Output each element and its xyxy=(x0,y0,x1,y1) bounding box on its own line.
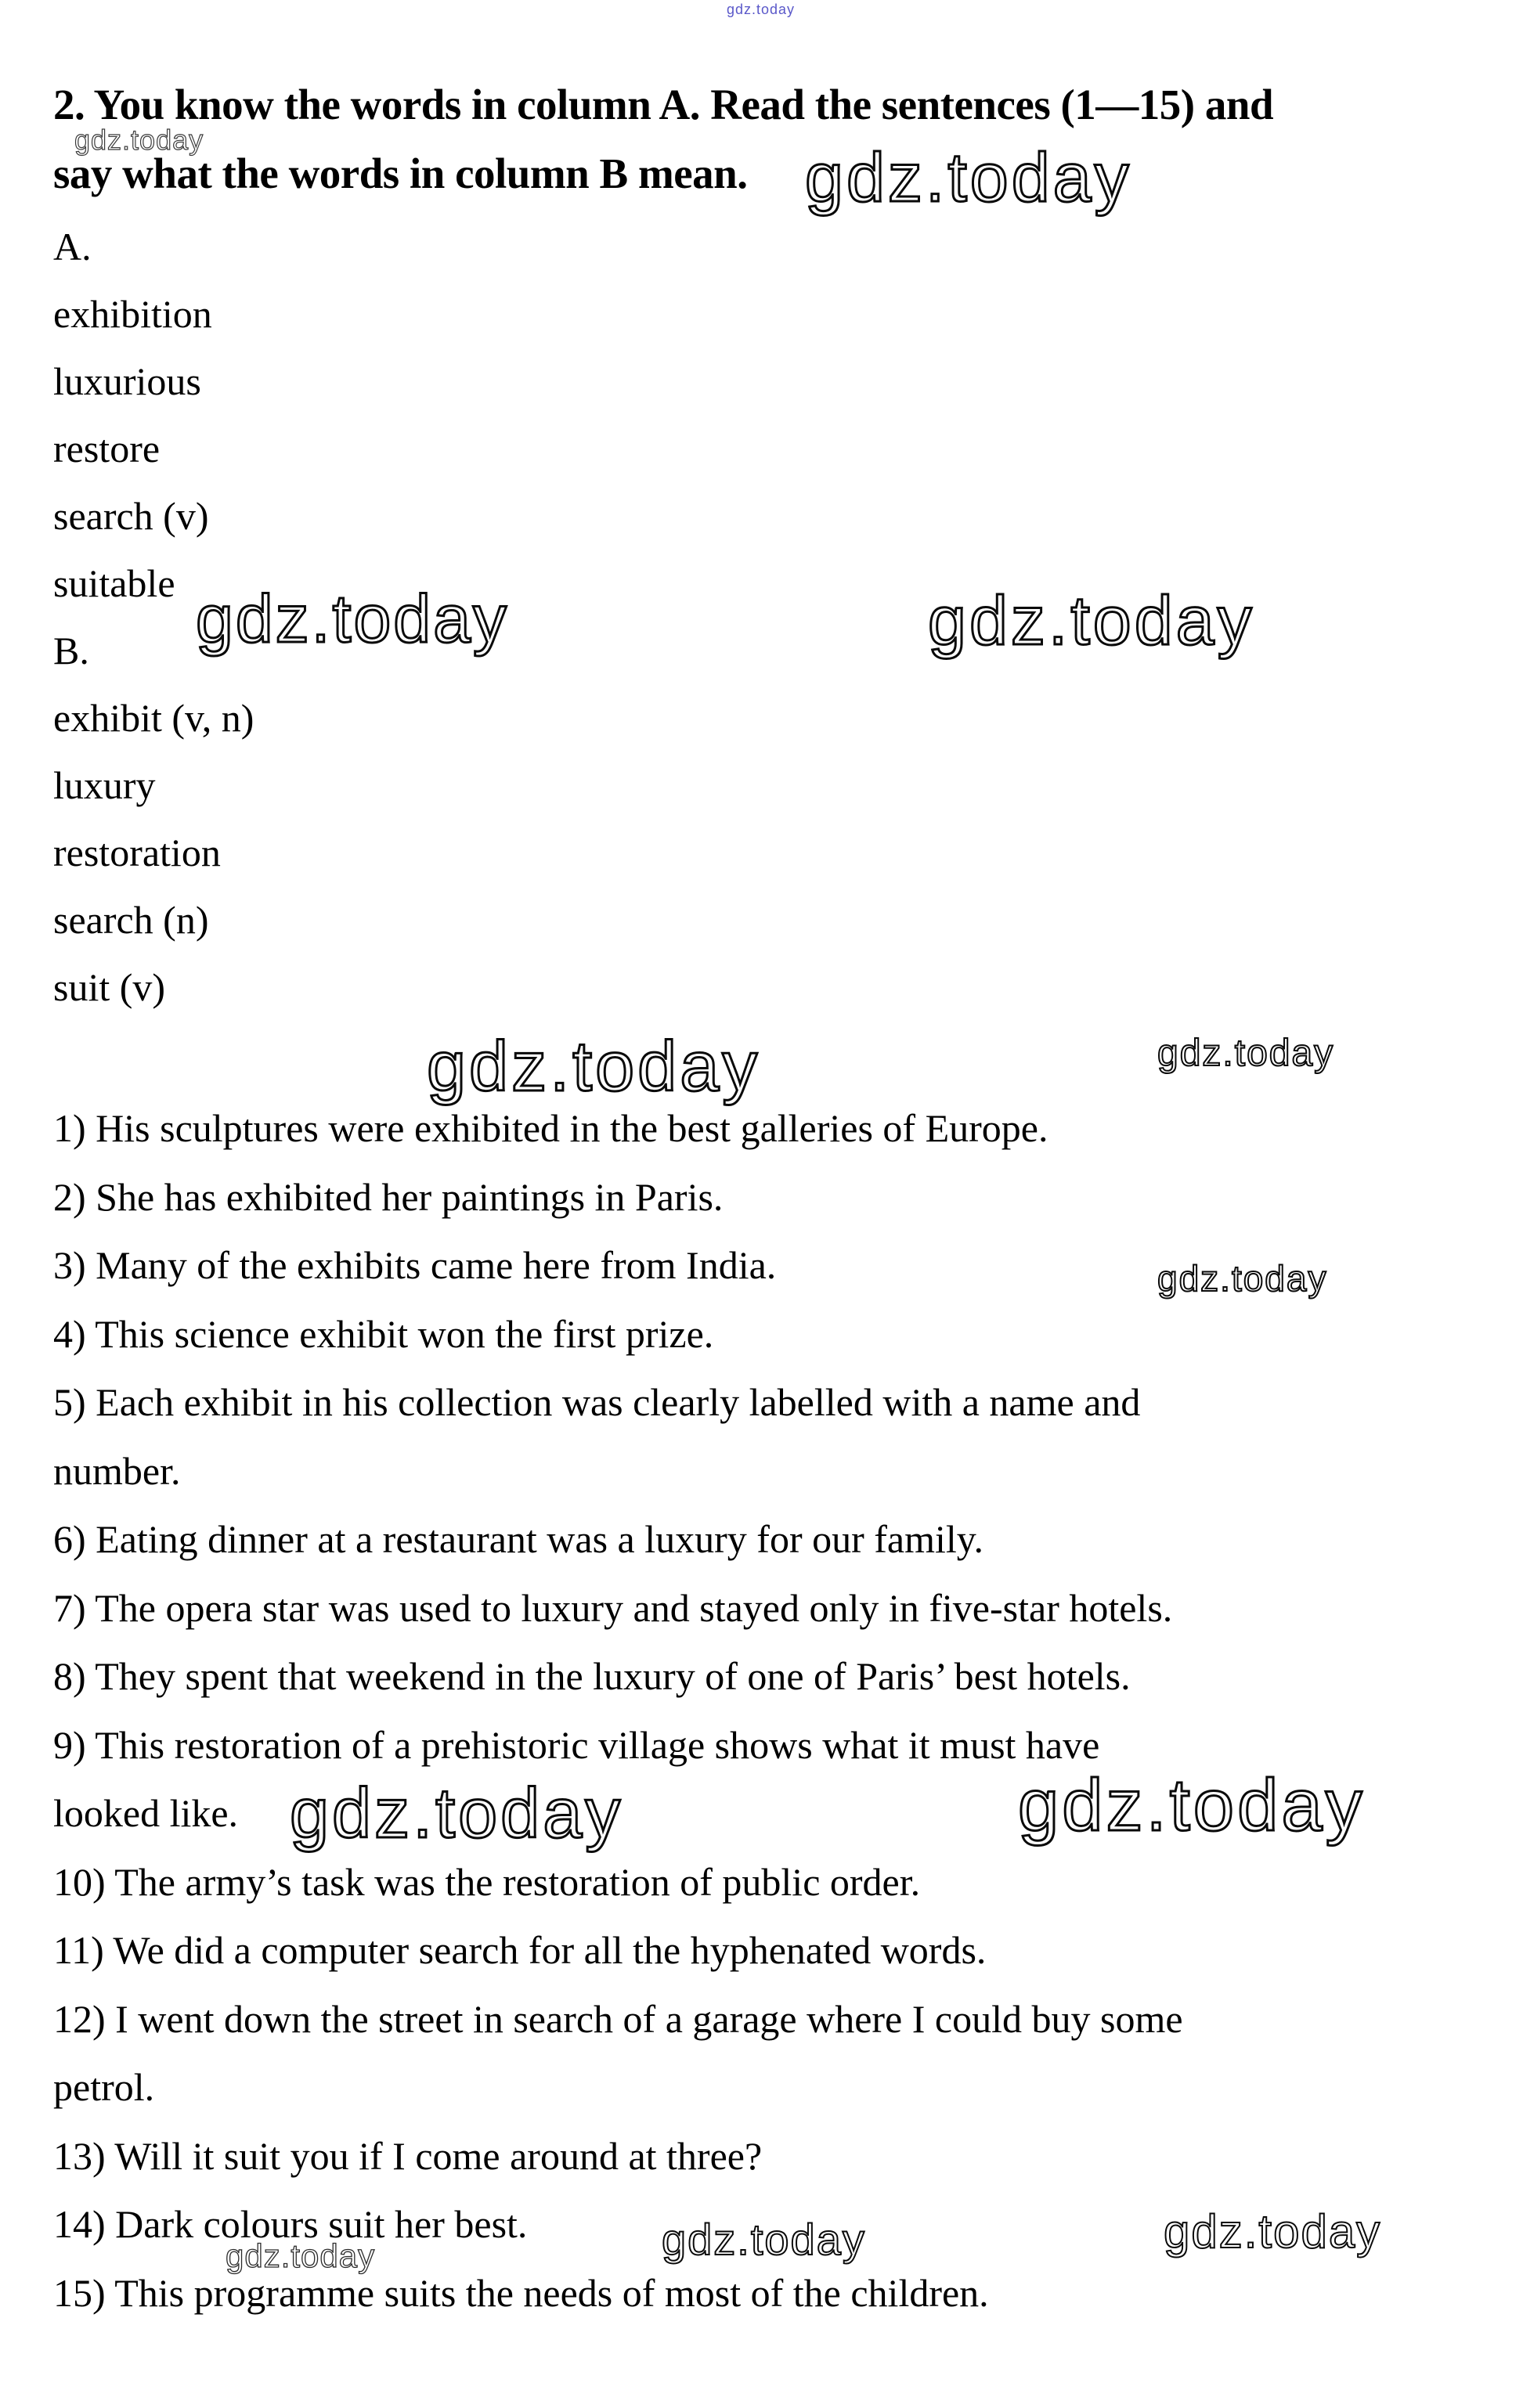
word-item-6: B. xyxy=(53,629,89,672)
word-item-1: exhibition xyxy=(53,292,212,336)
word-item-9: restoration xyxy=(53,831,221,874)
sentence-14: 14) Dark colours suit her best. xyxy=(53,2202,528,2246)
watermark-b-row-left: gdz.today xyxy=(196,582,509,657)
sentence-5: 5) Each exhibit in his collection was clearly labelled with a name and xyxy=(53,1380,1141,1424)
exercise-title-line-2: say what the words in column B mean. xyxy=(53,150,748,197)
sentence-12: 12) I went down the street in search of a garage where I could buy some xyxy=(53,1996,1183,2041)
sentence-9-cont: looked like. xyxy=(53,1791,239,1835)
sentence-12-cont: petrol. xyxy=(53,2065,155,2109)
watermark-top-blue: gdz.today xyxy=(727,2,796,17)
watermark-bottom-left: gdz.today xyxy=(226,2237,376,2274)
watermark-beside-title: gdz.today xyxy=(805,139,1132,216)
sentence-5-cont: number. xyxy=(53,1448,181,1493)
sentence-9: 9) This restoration of a prehistoric village shows what it must have xyxy=(53,1722,1100,1767)
watermark-above-sentences-right: gdz.today xyxy=(1157,1033,1335,1074)
word-item-2: luxurious xyxy=(53,359,201,403)
exercise-title xyxy=(53,70,1273,208)
sentence-13: 13) Will it suit you if I come around at three? xyxy=(53,2133,763,2178)
exercise-title-line-1: 2. You know the words in column A. Read the sentences (1—15) and xyxy=(53,81,1274,128)
sentence-15: 15) This programme suits the needs of most of the children. xyxy=(53,2270,989,2315)
watermark-under-title: gdz.today xyxy=(74,124,204,156)
sentence-11: 11) We did a computer search for all the hyphenated words. xyxy=(53,1928,987,1972)
word-item-0: A. xyxy=(53,225,92,269)
word-item-3: restore xyxy=(53,427,161,470)
sentence-10: 10) The army’s task was the restoration of public order. xyxy=(53,1859,921,1904)
watermark-looked-like-right: gdz.today xyxy=(1018,1764,1366,1846)
word-item-5: suitable xyxy=(53,561,175,605)
sentence-3: 3) Many of the exhibits came here from India. xyxy=(53,1243,777,1287)
word-item-10: search (n) xyxy=(53,898,209,942)
watermark-bottom-right: gdz.today xyxy=(1164,2205,1382,2258)
watermark-looked-like-left: gdz.today xyxy=(290,1775,624,1853)
sentence-2: 2) She has exhibited her paintings in Paris. xyxy=(53,1174,724,1219)
sentence-6: 6) Eating dinner at a restaurant was a luxury for our family. xyxy=(53,1517,984,1561)
watermark-above-sentences-center: gdz.today xyxy=(427,1028,761,1106)
word-item-8: luxury xyxy=(53,763,156,807)
word-item-4: search (v) xyxy=(53,494,209,538)
word-item-11: suit (v) xyxy=(53,965,166,1009)
watermark-b-row-right: gdz.today xyxy=(928,582,1255,659)
watermark-bottom-center: gdz.today xyxy=(662,2215,866,2264)
sentence-4: 4) This science exhibit won the first prize. xyxy=(53,1311,714,1356)
watermark-sentence3-right: gdz.today xyxy=(1157,1258,1328,1299)
sentence-1: 1) His sculptures were exhibited in the best galleries of Europe. xyxy=(53,1106,1048,1150)
word-list xyxy=(53,213,254,1021)
word-item-7: exhibit (v, n) xyxy=(53,696,254,740)
sentence-8: 8) They spent that weekend in the luxury of one of Paris’ best hotels. xyxy=(53,1654,1131,1698)
sentence-7: 7) The opera star was used to luxury and stayed only in five-star hotels. xyxy=(53,1585,1173,1630)
sentence-list xyxy=(53,1094,1183,2327)
